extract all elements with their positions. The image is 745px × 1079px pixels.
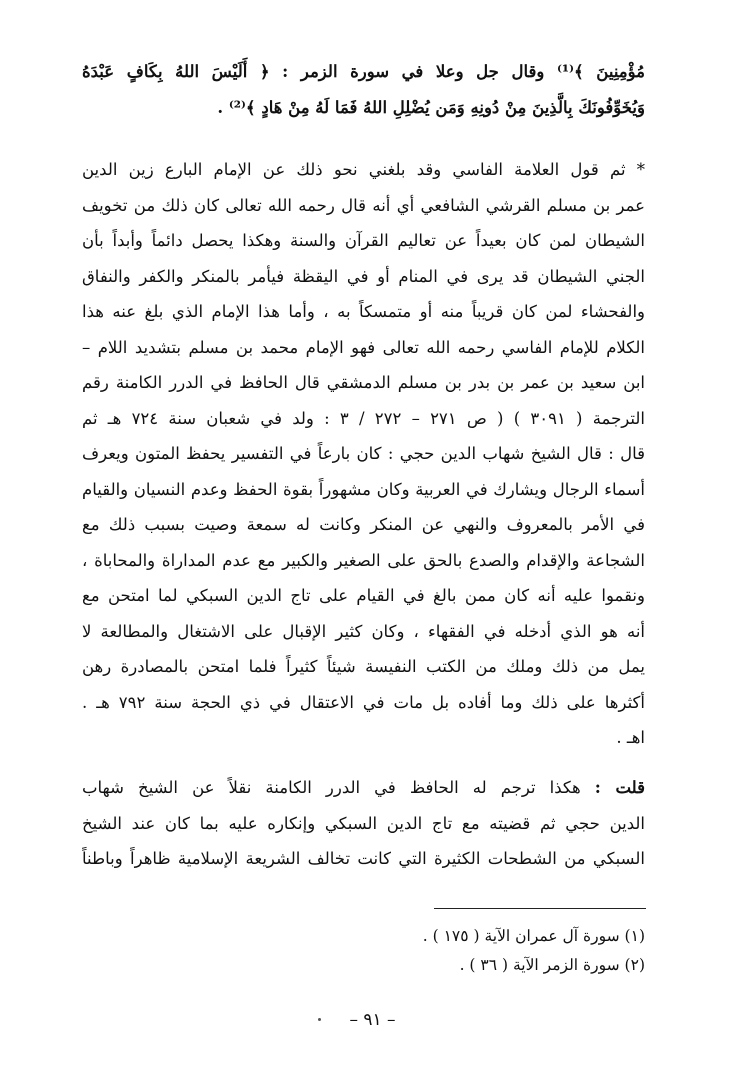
text-line: قال : قال الشيخ شهاب الدين حجي : كان بارعاً في التفسير يحفظ المتون ويعرف: [82, 444, 645, 463]
qult-paragraph: [82, 770, 645, 877]
text-line: أسماء الرجال ويشارك في العربية وكان مشهوراً بقوة الحفظ وعدم النسيان والقيام: [82, 479, 645, 499]
footnote-divider: [434, 908, 646, 909]
text-line: ونقموا عليه أنه كان ممن بالغ في القيام على تاج الدين السبكي لما امتحن مع: [82, 586, 645, 605]
text-line: أنه هو الذي أدخله في الفقهاء ، وكان كثير الإقبال على الاشتغال والمطالعة لا: [82, 621, 645, 641]
text-line: الشيطان لمن كان بعيداً عن تعاليم القرآن والسنة وهكذا يحصل دائماً وأبداً بأن: [82, 231, 645, 250]
text-line: الدين حجي ثم قضيته مع تاج الدين السبكي وإنكاره عليه بما كان عند الشيخ: [82, 813, 645, 833]
page-number: – ٩١ –: [349, 1010, 396, 1030]
quran-verse-block: [82, 54, 645, 125]
text-line: يمل من ذلك وملك من الكتب النفيسة شيئاً كثيراً فلما امتحن بالمصادرة رهن: [82, 657, 645, 676]
text-line: والفحشاء لمن كان قريباً منه أو متمسكاً به ، وأما هذا الإمام الذي بلغ عنه هذا: [82, 302, 645, 321]
text-line: مُؤْمِنِينَ ﴾⁽¹⁾ وقال جل وعلا في سورة الزمر : ﴿ أَلَيْسَ اللهُ بِكَافٍ عَبْدَهُ: [82, 62, 645, 81]
qult-first-line: هكذا ترجم له الحافظ في الدرر الكامنة نقلاً عن الشيخ شهاب: [82, 778, 581, 797]
footnotes: [423, 922, 645, 980]
text-line: الترجمة ( ٣٠٩١ ) ( ص ٢٧١ – ٢٧٢ / ٣ : ولد في شعبان سنة ٧٢٤ هـ ثم: [82, 408, 645, 428]
text-line: [82, 770, 645, 806]
text-line: الكلام للإمام الفاسي رحمه الله تعالى فهو الإمام محمد بن مسلم بتشديد اللام –: [82, 337, 645, 357]
text-line: اهـ .: [616, 728, 645, 747]
text-line: ابن سعيد بن عمر بن بدر بن مسلم الدمشقي قال الحافظ في الدرر الكامنة رقم: [82, 373, 645, 392]
text-line: وَيُخَوِّفُونَكَ بِالَّذِينَ مِنْ دُونِهِ وَمَن يُضْلِلِ اللهُ فَمَا لَهُ مِنْ هَادٍ ﴾⁽²⁾ .: [217, 97, 645, 117]
text-line: * ثم قول العلامة الفاسي وقد بلغني نحو ذلك عن الإمام البارع زين الدين: [82, 160, 645, 179]
footnote-item: (١) سورة آل عمران الآية ( ١٧٥ ) .: [422, 927, 645, 945]
main-paragraph: [82, 152, 645, 756]
text-line: في الأمر بالمعروف والنهي عن المنكر وكانت له سمعة وصيت بسبب ذلك مع: [82, 515, 645, 534]
text-line: الجني الشيطان قد يرى في المنام أو في اليقظة فيأمر بالمنكر والكفر والنفاق: [82, 266, 645, 286]
footnote-item: (٢) سورة الزمر الآية ( ٣٦ ) .: [459, 956, 645, 974]
text-line: عمر بن مسلم القرشي الشافعي أي أنه قال رحمه الله تعالى كان ذلك من تخويف: [82, 195, 645, 215]
text-line: الشجاعة والإقدام والصدع بالحق على الصغير والكبير مع عدم المداراة والمحاباة ،: [82, 550, 645, 570]
text-line: السبكي من الشطحات الكثيرة التي كانت تخالف الشريعة الإسلامية ظاهراً وباطناً: [82, 849, 645, 868]
qult-label: قلت :: [594, 778, 645, 797]
text-line: أكثرها على ذلك وما أفاده بل مات في الاعتقال في ذي الحجة سنة ٧٩٢ هـ .: [82, 692, 645, 712]
